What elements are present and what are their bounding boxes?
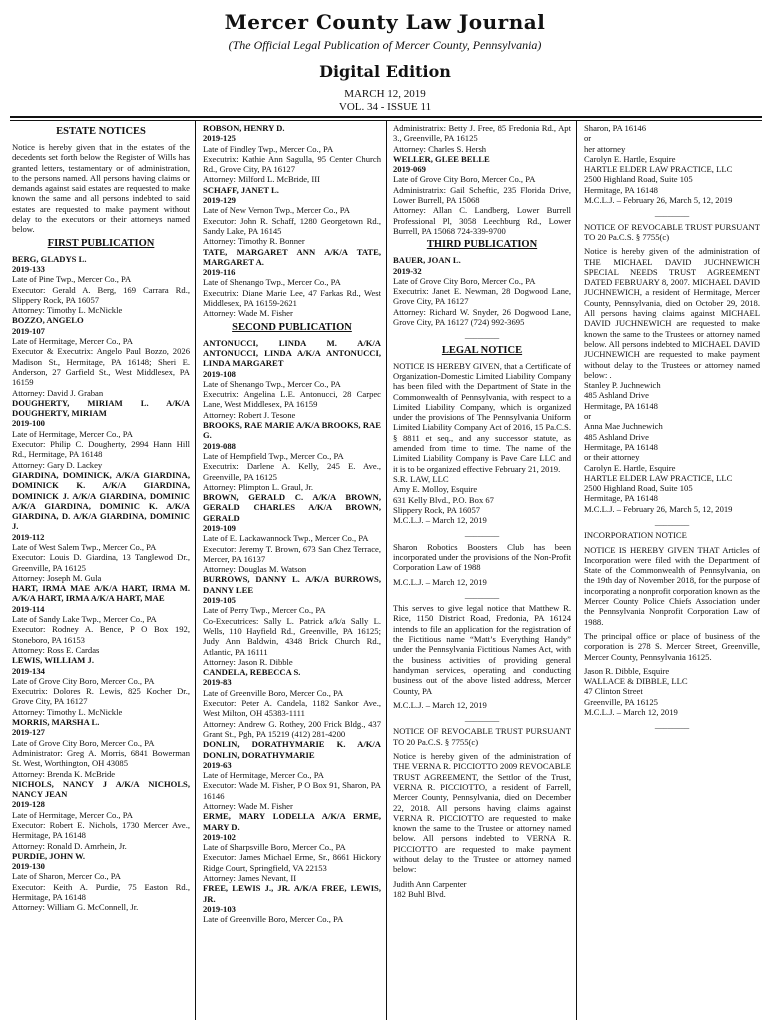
estate-detail-line: Executor: Wade M. Fisher, P O Box 91, Sharon, PA 16146 bbox=[203, 780, 381, 801]
estate-entry bbox=[12, 470, 190, 583]
estate-detail-line: Late of Findley Twp., Mercer Co., PA bbox=[203, 143, 334, 154]
estate-detail-line: Executor: Jeremy T. Brown, 673 San Chez Terrace, Mercer, PA 16137 bbox=[203, 543, 381, 564]
text-line: HARTLE ELDER LAW PRACTICE, LLC bbox=[584, 164, 733, 175]
decedent-name: BERG, GLADYS L. bbox=[12, 253, 87, 264]
text-line: Greenville, PA 16125 bbox=[584, 696, 658, 707]
decedent-name: TATE, MARGARET ANN A/K/A TATE, MARGARET A. bbox=[203, 246, 381, 267]
estate-detail-line: Attorney: Timothy L. McNickle bbox=[12, 706, 123, 717]
text-line: Carolyn E. Hartle, Esquire bbox=[584, 462, 676, 473]
estate-entry bbox=[203, 247, 381, 319]
text-line: 182 Buhl Blvd. bbox=[393, 888, 446, 899]
text-line: S.R. LAW, LLC bbox=[393, 473, 449, 484]
separator-dash: ________ bbox=[464, 330, 500, 341]
estate-detail-line: Late of Hermitage, Mercer Co., PA bbox=[12, 428, 133, 439]
issue-volume: VOL. 34 - ISSUE 11 bbox=[338, 101, 432, 113]
estate-number: 2019-127 bbox=[12, 727, 45, 738]
estate-number: 2019-116 bbox=[203, 267, 236, 278]
estate-entry bbox=[203, 883, 381, 924]
estate-number: 2019-129 bbox=[203, 195, 236, 206]
estate-detail-line: Late of Grove City Boro, Mercer Co., PA bbox=[12, 675, 155, 686]
estate-entry bbox=[203, 420, 381, 492]
text-line: 485 Ashland Drive bbox=[584, 390, 649, 401]
separator-dash: ________ bbox=[464, 713, 500, 724]
continued-lines bbox=[584, 123, 760, 205]
decedent-name: WELLER, GLEE BELLE bbox=[393, 153, 490, 164]
estate-number: 2019-125 bbox=[203, 133, 236, 144]
decedent-name: DONLIN, DORATHYMARIE K. A/K/A DONLIN, DORATHYMARIE bbox=[203, 739, 381, 760]
trust2-notice-signature bbox=[584, 380, 760, 514]
continued-lines bbox=[393, 123, 571, 154]
estate-entry bbox=[12, 851, 190, 913]
estate-detail-line: Attorney: Brenda K. McBride bbox=[12, 768, 116, 779]
estate-entries bbox=[393, 154, 571, 236]
estate-number: 2019-114 bbox=[12, 603, 45, 614]
trust-notice-text: Notice is hereby given of the administration of THE VERNA R. PICCIOTTO 2009 REVOCABLE TRUST AGREEMENT, the Settlor of the Trust, VERNA R. PICCIOTTO, a resident of Farrell, Mercer County, Pennsylvania, died on December 22, 2018. All persons having claims against VERNA R. PICCIOTTO are requested to make known the same to the Trustee or attorney named below. All persons indebted to VERNA R. PICCIOTTO are requested to make payment without delay to the Trustee or attorney named below: bbox=[393, 751, 571, 875]
estate-number: 2019-108 bbox=[203, 368, 236, 379]
decedent-name: CANDELA, REBECCA S. bbox=[203, 667, 301, 678]
legal-notice-text: NOTICE IS HEREBY GIVEN, that a Certificate of Organization-Domestic Limited Liability Company has been filed with the Department of State in the Commonwealth of Pennsylvania, with respect to a Limited Liability Company, which is organized under the provisions of The Pennsylvania Uniform Limited Liability Company Act of 2016, 15 Pa.C.S. § 8811 et seq., and any successor statute, as amended from time to time. The name of the Limited Liability Company is Pave Care LLC and it is to be organized effective February 21, 2019. bbox=[393, 360, 571, 474]
estate-number: 2019-105 bbox=[203, 595, 236, 606]
decedent-name: NICHOLS, NANCY J A/K/A NICHOLS, NANCY JEAN bbox=[12, 778, 190, 800]
text-line: WALLACE & DIBBLE, LLC bbox=[584, 676, 688, 687]
decedent-name: ERME, MARY LODELLA A/K/A ERME, MARY D. bbox=[203, 811, 381, 832]
estate-detail-line: Attorney: Robert J. Tesone bbox=[203, 409, 296, 420]
estate-detail-line: Executor: John R. Schaff, 1280 Georgetown Rd., Sandy Lake, PA 16145 bbox=[203, 215, 381, 236]
estate-detail-line: Executrix: Darlene A. Kelly, 245 E. Ave., Greenville, PA 16125 bbox=[203, 461, 381, 482]
text-line: Hermitage, PA 16148 bbox=[584, 441, 658, 452]
estate-detail-line: Attorney: Wade M. Fisher bbox=[203, 801, 293, 811]
separator-dash: ________ bbox=[464, 528, 500, 539]
estate-detail-line: Attorney: Plimpton L. Graul, Jr. bbox=[203, 481, 314, 492]
estate-detail-line: Administratrix: Gail Scheftic, 235 Florida Drive, Lower Burrell, PA 15068 bbox=[393, 184, 571, 206]
estate-detail-line: Attorney: Timothy L. McNickle bbox=[12, 305, 123, 316]
text-line: HARTLE ELDER LAW PRACTICE, LLC bbox=[584, 472, 733, 483]
section-heading-first-publication: FIRST PUBLICATION bbox=[47, 237, 155, 249]
decedent-name: BOZZO, ANGELO bbox=[12, 315, 84, 326]
estate-entry bbox=[203, 811, 381, 883]
estate-entries bbox=[393, 255, 571, 327]
estate-entry bbox=[12, 398, 190, 470]
estate-number: 2019-63 bbox=[203, 759, 232, 770]
section-heading-estate-notices: ESTATE NOTICES bbox=[56, 126, 146, 137]
estate-entries bbox=[203, 338, 381, 925]
text-line: M.C.L.J. – February 26, March 5, 12, 2019 bbox=[584, 195, 733, 206]
estate-entry bbox=[203, 185, 381, 247]
estate-number: 2019-088 bbox=[203, 440, 236, 451]
text-line: Judith Ann Carpenter bbox=[393, 878, 467, 889]
estate-detail-line: Late of Grove City Boro, Mercer Co., PA bbox=[12, 737, 155, 748]
estate-entry bbox=[12, 655, 190, 717]
text-line: Sharon, PA 16146 bbox=[584, 123, 646, 133]
text-line: Stanley P. Juchnewich bbox=[584, 380, 661, 391]
estate-entry bbox=[12, 583, 190, 655]
issue-date: MARCH 12, 2019 bbox=[344, 88, 426, 100]
trust2-notice-text: Notice is hereby given of the administration of THE MICHAEL DAVID JUCHNEWICH SPECIAL NEEDS TRUST AGREEMENT DATED FEBRUARY 8, 2007. MICHAEL DAVID JUCHNEWICH, a resident of Hermitage, Mercer County, Pennsylvania, died on October 29, 2018. All persons having claims against MICHAEL DAVID JUCHNEWICH are requested to make known the same to the Trustees or attorney named below. All persons indebted to MICHAEL DAVID JUCHNEWICH are requested to make payment without delay to the Trustees or attorney named below: . bbox=[584, 246, 760, 380]
text-line: M.C.L.J. – March 12, 2019 bbox=[393, 515, 487, 526]
estate-number: 2019-83 bbox=[203, 677, 232, 688]
section-heading-second-publication: SECOND PUBLICATION bbox=[232, 321, 352, 333]
estate-entry bbox=[203, 667, 381, 739]
estate-detail-line: Late of Shenango Twp., Mercer Co., PA bbox=[203, 378, 341, 389]
estate-detail-line: Executor: Gerald A. Berg, 169 Carrara Rd., Slippery Rock, PA 16057 bbox=[12, 284, 190, 305]
column-3 bbox=[393, 123, 571, 1018]
estate-detail-line: Late of Grove City Boro, Mercer Co., PA bbox=[393, 174, 536, 185]
text-line: 2500 Highland Road, Suite 105 bbox=[584, 483, 693, 494]
estate-detail-line: Executrix: Janet E. Newman, 28 Dogwood Lane, Grove City, PA 16127 bbox=[393, 286, 571, 307]
estate-detail-line: Executor: Philip C. Dougherty, 2994 Hann Hill Rd., Hermitage, PA 16148 bbox=[12, 439, 190, 460]
estate-entry bbox=[203, 338, 381, 420]
decedent-name: ROBSON, HENRY D. bbox=[203, 123, 285, 133]
estate-number: 2019-32 bbox=[393, 265, 422, 276]
text-line: her attorney bbox=[584, 143, 626, 154]
column-divider bbox=[195, 120, 196, 1020]
trust-notice-signature bbox=[393, 879, 571, 900]
estate-detail-line: Late of Greenville Boro, Mercer Co., PA bbox=[203, 687, 344, 698]
estate-detail-line: Executor: Louis D. Giardina, 13 Tanglewod Dr., Greenville, PA 16125 bbox=[12, 552, 190, 573]
estate-detail-line: Attorney: Jason R. Dibble bbox=[203, 656, 293, 667]
decedent-name: MORRIS, MARSHA L. bbox=[12, 717, 100, 728]
estate-detail-line: Executrix: Dolores R. Lewis, 825 Kocher Dr., Grove City, PA 16127 bbox=[12, 686, 190, 707]
decedent-name: PURDIE, JOHN W. bbox=[12, 850, 86, 861]
estate-number: 2019-109 bbox=[203, 522, 236, 533]
journal-title: Mercer County Law Journal bbox=[224, 10, 546, 34]
estate-number: 2019-112 bbox=[12, 531, 45, 542]
estate-detail-line: Executor: Peter A. Candela, 1182 Sankor Ave., West Milton, OH 45383-1111 bbox=[203, 698, 381, 719]
estate-detail-line: Late of Hermitage, Mercer Co., PA bbox=[203, 770, 324, 781]
column-1 bbox=[12, 123, 190, 1018]
estate-detail-line: Attorney: David J. Graban bbox=[12, 387, 104, 398]
text-line: Hermitage, PA 16148 bbox=[584, 400, 658, 411]
estate-detail-line: Attorney: Wade M. Fisher bbox=[203, 308, 293, 319]
section-heading-legal-notice: LEGAL NOTICE bbox=[441, 344, 523, 356]
estate-notices-intro: Notice is hereby given that in the estates of the decedents set forth below the Register of Wills has granted letters, testamentary or of administration, to the persons named. All persons having claims or demands against said estates are requested to make known the same and all persons indebted to said estates are requested to make payment without delay to the executors or their attorneys named below. bbox=[12, 142, 190, 235]
masthead bbox=[0, 0, 770, 114]
text-line: or their attorney bbox=[584, 452, 640, 463]
column-divider bbox=[576, 120, 577, 1020]
estate-number: 2019-133 bbox=[12, 263, 45, 274]
estate-entry bbox=[203, 739, 381, 811]
estate-detail-line: Executor: Keith A. Purdie, 75 Easton Rd., Hermitage, PA 16148 bbox=[12, 881, 190, 903]
estate-detail-line: Late of New Vernon Twp., Mercer Co., PA bbox=[203, 205, 350, 216]
estate-detail-line: Late of Pine Twp., Mercer Co., PA bbox=[12, 274, 132, 285]
estate-entry bbox=[203, 574, 381, 667]
booster-notice-text: Sharon Robotics Boosters Club has been incorporated under the provisions of the Non-Profit Corporation Law of 1988 bbox=[393, 541, 571, 573]
estate-entry bbox=[12, 315, 190, 397]
estate-entry bbox=[393, 154, 571, 236]
incorporation-signature bbox=[584, 666, 760, 717]
estate-detail-line: Late of Sandy Lake Twp., Mercer Co., PA bbox=[12, 614, 157, 625]
estate-detail-line: Executrix: Kathie Ann Sagulla, 95 Center Church Rd., Grove City, PA 16127 bbox=[203, 153, 381, 175]
estate-detail-line: Executor: James Michael Erme, Sr., 8661 Hickory Ridge Court, Springfield, VA 22153 bbox=[203, 852, 381, 873]
estate-detail-line: Attorney: Ronald D. Amrhein, Jr. bbox=[12, 840, 127, 851]
text-line: Jason R. Dibble, Esquire bbox=[584, 665, 670, 676]
column-divider bbox=[386, 120, 387, 1020]
booster-notice-date: M.C.L.J. – March 12, 2019 bbox=[393, 576, 487, 587]
estate-number: 2019-102 bbox=[203, 831, 236, 842]
text-line: Anna Mae Juchnewich bbox=[584, 421, 663, 432]
estate-detail-line: Attorney: Allan C. Landberg, Lower Burrell Professional Pl, 3058 Leechburg Rd., Lower Burrell, PA 15068 724-339-9700 bbox=[393, 205, 571, 236]
incorporation-text-2: The principal office or place of business of the corporation is 278 S. Mercer Street, Greenville, Mercer County, Pennsylvania 16125. bbox=[584, 630, 760, 662]
decedent-name: GIARDINA, DOMINICK, A/K/A GIARDINA, DOMINICK K. A/K/A GIARDINA, DOMINICK J. A/K/A GIARDINA, DOMINIC A/K/A GIARDINA, DOMINIC K. A/K/A GIARDINA, D. A/K/A GIARDINA, DOMINIC J. bbox=[12, 469, 190, 532]
estate-detail-line: Late of Grove City Boro, Mercer Co., PA bbox=[393, 275, 536, 286]
decedent-name: BROWN, GERALD C. A/K/A BROWN, GERALD CHARLES A/K/A BROWN, GERALD bbox=[203, 492, 381, 523]
section-heading-third-publication: THIRD PUBLICATION bbox=[426, 239, 538, 251]
estate-detail-line: Attorney: Milford L. McBride, III bbox=[203, 174, 320, 185]
incorporation-text: NOTICE IS HEREBY GIVEN THAT Articles of Incorporation were filed with the Department of State of the Commonwealth of Pennsylvania, on the 19th day of November 2018, for the purpose of incorporating a nonprofit corporation known as the Mercer County Police Chiefs Association under the Pennsylvania Nonprofit Corporation Law of 1988. bbox=[584, 544, 760, 627]
edition-label: Digital Edition bbox=[319, 62, 451, 81]
estate-detail-line: Attorney: Douglas M. Watson bbox=[203, 564, 307, 575]
estate-number: 2019-069 bbox=[393, 164, 426, 175]
estate-entry bbox=[203, 492, 381, 574]
decedent-name: FREE, LEWIS J., JR. A/K/A FREE, LEWIS, JR. bbox=[203, 883, 381, 904]
decedent-name: BAUER, JOAN L. bbox=[393, 255, 461, 266]
text-line: Hermitage, PA 16148 bbox=[584, 184, 658, 195]
text-line: or bbox=[584, 133, 592, 144]
decedent-name: ANTONUCCI, LINDA M. A/K/A ANTONUCCI, LINDA A/K/A ANTONUCCI, LINDA MARGARET bbox=[203, 337, 381, 369]
estate-detail-line: Attorney: Ross E. Cardas bbox=[12, 644, 100, 655]
text-line: 2500 Highland Road, Suite 105 bbox=[584, 174, 693, 185]
estate-detail-line: Late of E. Lackawannock Twp., Mercer Co., PA bbox=[203, 533, 369, 544]
estate-detail-line: Executrix: Diane Marie Lee, 47 Farkas Rd., West Middlesex, PA 16159-2621 bbox=[203, 287, 381, 309]
estate-detail-line: Attorney: William G. McConnell, Jr. bbox=[12, 902, 139, 913]
estate-detail-line: Attorney: Timothy R. Bonner bbox=[203, 236, 305, 247]
estate-detail-line: Late of Hempfield Twp., Mercer Co., PA bbox=[203, 450, 344, 461]
estate-number: 2019-103 bbox=[203, 903, 236, 914]
estate-entries bbox=[12, 254, 190, 913]
estate-detail-line: Attorney: Gary D. Lackey bbox=[12, 459, 103, 470]
text-line: Amy E. Molloy, Esquire bbox=[393, 484, 478, 495]
estate-entry bbox=[12, 254, 190, 316]
estate-entries bbox=[203, 123, 381, 319]
text-line: Administratrix: Betty J. Free, 85 Fredonia Rd., Apt 3., Greenville, PA 16125 bbox=[393, 123, 571, 144]
text-line: Hermitage, PA 16148 bbox=[584, 493, 658, 504]
fictitious-name-text: This serves to give legal notice that Matthew R. Rice, 1150 District Road, Fredonia, PA 16124 intends to file an application for the registration of the Fictitious name “Matt’s Everything Handy” under the Pennsylvania Fictitious Names Act, with the business activities of providing general handyman services, operating and conducting business out of the above listed address, Mercer County, PA bbox=[393, 603, 571, 696]
separator-dash: ________ bbox=[654, 208, 690, 219]
estate-detail-line: Attorney: Richard W. Snyder, 26 Dogwood Lane, Grove City, PA 16127 (724) 992-3695 bbox=[393, 306, 571, 328]
estate-entry bbox=[12, 779, 190, 851]
estate-detail-line: Attorney: Joseph M. Gula bbox=[12, 572, 102, 583]
separator-dash: ________ bbox=[654, 720, 690, 731]
estate-detail-line: Late of Greenville Boro, Mercer Co., PA bbox=[203, 914, 344, 925]
estate-number: 2019-100 bbox=[12, 418, 45, 429]
estate-detail-line: Late of Hermitage, Mercer Co., PA bbox=[12, 809, 133, 820]
legal-notice-signature bbox=[393, 474, 571, 525]
journal-subtitle: (The Official Legal Publication of Mercer County, Pennsylvania) bbox=[228, 38, 542, 52]
estate-detail-line: Attorney: Andrew G. Rothey, 200 Frick Bldg., 437 Grant St., Pgh, PA 15219 (412) 281-4200 bbox=[203, 718, 381, 739]
estate-detail-line: Late of Sharon, Mercer Co., PA bbox=[12, 871, 121, 882]
decedent-name: SCHAFF, JANET L. bbox=[203, 184, 279, 195]
column-2 bbox=[203, 123, 381, 1018]
estate-number: 2019-107 bbox=[12, 325, 45, 336]
trust2-notice-heading: NOTICE OF REVOCABLE TRUST PURSUANT TO 20 Pa.C.S. § 7755(c) bbox=[584, 221, 760, 242]
estate-detail-line: Executor: Robert E. Nichols, 1730 Mercer Ave., Hermitage, PA 16148 bbox=[12, 820, 190, 841]
estate-entry bbox=[393, 255, 571, 327]
estate-detail-line: Late of Shenango Twp., Mercer Co., PA bbox=[203, 277, 341, 288]
estate-detail-line: Late of Hermitage, Mercer Co., PA bbox=[12, 336, 133, 347]
text-line: M.C.L.J. – March 12, 2019 bbox=[584, 707, 678, 718]
trust-notice-heading: NOTICE OF REVOCABLE TRUST PURSUANT TO 20 Pa.C.S. § 7755(c) bbox=[393, 726, 571, 747]
estate-detail-line: Executrix: Angelina L.E. Antonucci, 28 Carpec Lane, West Middlesex, PA 16159 bbox=[203, 389, 381, 410]
text-line: or bbox=[584, 411, 592, 422]
estate-entry bbox=[203, 123, 381, 185]
decedent-name: HART, IRMA MAE A/K/A HART, IRMA M. A/K/A HART, IRMA A/K/A HART, MAE bbox=[12, 583, 190, 604]
estate-detail-line: Attorney: James Nevant, II bbox=[203, 873, 297, 884]
estate-number: 2019-128 bbox=[12, 799, 45, 810]
text-line: 631 Kelly Blvd., P.O. Box 67 bbox=[393, 494, 494, 505]
separator-dash: ________ bbox=[464, 589, 500, 600]
text-line: 47 Clinton Street bbox=[584, 686, 643, 697]
decedent-name: BROOKS, RAE MARIE A/K/A BROOKS, RAE G. bbox=[203, 420, 381, 441]
text-line: Carolyn E. Hartle, Esquire bbox=[584, 153, 676, 164]
estate-number: 2019-134 bbox=[12, 665, 45, 676]
text-line: Slippery Rock, PA 16057 bbox=[393, 504, 481, 515]
decedent-name: LEWIS, WILLIAM J. bbox=[12, 655, 94, 666]
text-line: Attorney: Charles S. Hersh bbox=[393, 143, 487, 154]
estate-number: 2019-130 bbox=[12, 861, 45, 872]
column-4 bbox=[584, 123, 760, 1018]
fictitious-name-date: M.C.L.J. – March 12, 2019 bbox=[393, 699, 487, 710]
decedent-name: DOUGHERTY, MIRIAM L. A/K/A DOUGHERTY, MIRIAM bbox=[12, 397, 190, 419]
estate-detail-line: Executor & Executrix: Angelo Paul Bozzo, 2026 Madison St., Hermitage, PA 16148; Sheri E. Anderson, 27 Garfield St., West Middlesex, PA 16159 bbox=[12, 346, 190, 388]
estate-entry bbox=[12, 717, 190, 779]
estate-detail-line: Late of Perry Twp., Mercer Co., PA bbox=[203, 605, 326, 616]
decedent-name: BURROWS, DANNY L. A/K/A BURROWS, DANNY LEE bbox=[203, 574, 381, 595]
estate-detail-line: Late of West Salem Twp., Mercer Co., PA bbox=[12, 541, 157, 552]
text-line: 485 Ashland Drive bbox=[584, 431, 649, 442]
incorporation-heading: INCORPORATION NOTICE bbox=[584, 530, 687, 541]
estate-detail-line: Late of Sharpsville Boro, Mercer Co., PA bbox=[203, 842, 346, 853]
estate-detail-line: Administrator: Greg A. Morris, 6841 Bowerman St. West, Worthington, OH 43085 bbox=[12, 747, 190, 769]
estate-detail-line: Executor: Rodney A. Bence, P O Box 192, Stoneboro, PA 16153 bbox=[12, 624, 190, 645]
estate-detail-line: Co-Executrices: Sally L. Patrick a/k/a Sally L. Wells, 110 Hayfield Rd., Greenville, PA 16125; Judy Ann Baldwin, 4348 Brick Church Rd., Atlantic, PA 16111 bbox=[203, 615, 381, 657]
masthead-rule bbox=[10, 116, 762, 118]
separator-dash: ________ bbox=[654, 516, 690, 527]
text-line: M.C.L.J. – February 26, March 5, 12, 2019 bbox=[584, 503, 733, 514]
